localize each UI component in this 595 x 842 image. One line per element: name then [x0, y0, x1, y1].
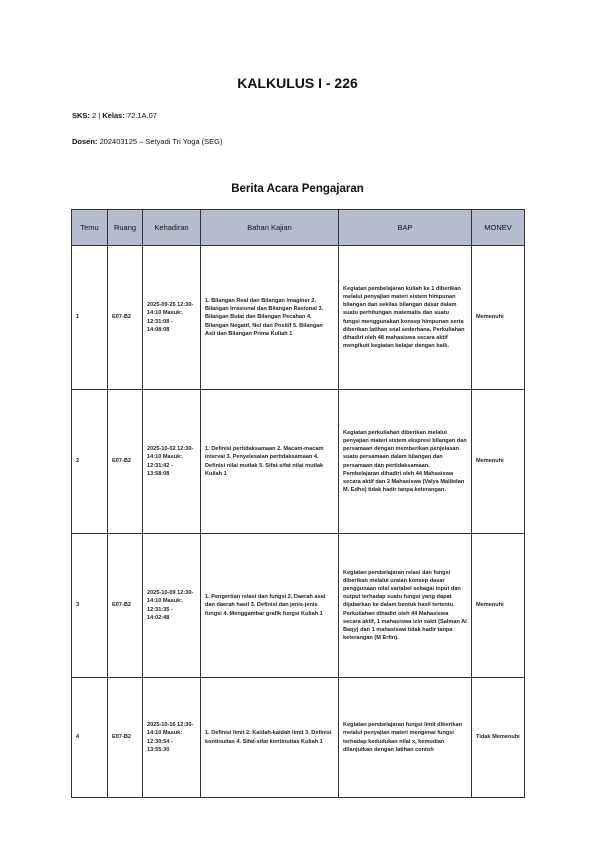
- cell-temu: 1: [72, 246, 108, 390]
- dosen-label: Dosen:: [72, 137, 98, 146]
- col-header-ruang: Ruang: [108, 210, 143, 246]
- col-header-temu: Temu: [72, 210, 108, 246]
- cell-ruang: E07-B2: [108, 390, 143, 534]
- cell-ruang: E07-B2: [108, 534, 143, 678]
- cell-bahan-kajian: 1. Pengertian relasi dan fungsi 2. Daerah asal dan daerah hasil 3. Definisi dan jenis-jenis fungsi 4. Menggambar grafik fungsi Kuliah 1: [201, 534, 339, 678]
- table-row: [72, 390, 525, 534]
- cell-ruang: E07-B2: [108, 246, 143, 390]
- table-row: [72, 246, 525, 390]
- cell-bahan-kajian: 1. Definisi limit 2. Kaidah-kaidah limit 3. Definisi kontinuitas 4. Sifat-sifat kontinuitas Kuliah 1: [201, 678, 339, 798]
- kelas-label: Kelas:: [102, 111, 125, 120]
- kelas-value: 72.1A.07: [126, 111, 157, 120]
- cell-bap: Kegiatan pembelajaran kuliah ke 1 diberikan melalui penyajian materi sistem himpunan bilangan dan sekilas bilangan dasar dalam suatu perhitungan matematis dan suatu fungsi menggunakan konsep himpunan serta diberikan latihan soal sederhana. Perkuliahan dihadiri oleh 48 mahasiswa secara aktif mengikuti kegiatan belajar dengan baik.: [339, 246, 472, 390]
- table-header-row: [72, 210, 525, 246]
- section-title: Berita Acara Pengajaran: [231, 183, 364, 195]
- cell-bap: Kegiatan pembelajaran fungsi limit diberikan melalui penyajian materi mengenai fungsi terhadap kedudukan nilai x, kemudian dilanjutkan dengan latihan contoh: [339, 678, 472, 798]
- cell-monev: Memenuhi: [472, 246, 525, 390]
- cell-bahan-kajian: 1. Bilangan Real dan Bilangan Imaginer 2. Bilangan Irrasional dan Bilangan Rasional 3. Bilangan Bulat dan Bilangan Pecahan 4. Bilangan Negatif, Nol dan Positif 5. Bilangan Asli dan Bilangan Prima Kuliah 1: [201, 246, 339, 390]
- cell-kehadiran: 2025-10-09 12:30-14:10 Masuk: 12:31:35 - 14:02:48: [143, 534, 201, 678]
- cell-monev: Memenuhi: [472, 390, 525, 534]
- col-header-monev: MONEV: [472, 210, 525, 246]
- meta-separator: |: [98, 111, 101, 120]
- cell-ruang: E07-B2: [108, 678, 143, 798]
- cell-kehadiran: 2025-10-02 12:30-14:10 Masuk: 12:31:42 - 13:58:08: [143, 390, 201, 534]
- cell-bap: Kegiatan perkuliahan diberikan melalui penyajian materi sistem ekspresi bilangan dan persamaan dengan memberikan penjelasan suatu persamaan dalam bilangan dan persamaan dan pertidaksamaan. Pembelajaran dihadiri oleh 44 Mahasiswa secara aktif dan 2 Mahasiswa (Valya Malikdan M. Edho) tidak hadir tanpa keterangan.: [339, 390, 472, 534]
- sks-value: 2: [92, 111, 97, 120]
- col-header-bahan-kajian: Bahan Kajian: [201, 210, 339, 246]
- cell-kehadiran: 2025-10-16 12:30-14:10 Masuk: 12:30:54 - 13:55:30: [143, 678, 201, 798]
- cell-bahan-kajian: 1. Definisi pertidaksamaan 2. Macam-macam interval 3. Penyelesaian pertidaksamaan 4. Definisi nilai mutlak 5. Sifat-sifat nilai mutlak Kuliah 1: [201, 390, 339, 534]
- table-row: [72, 534, 525, 678]
- cell-monev: Memenuhi: [472, 534, 525, 678]
- cell-bap: Kegiatan pembelajaran relasi dan fungsi diberikan melalui uraian konsep dasar penggunaan nilai variabel sebagai input dan output terhadap suatu fungsi yang dapat dijabarkan ke dalam bentuk hasil tertentu. Perkuliahan dihadiri oleh 44 Mahasiswa secara aktif, 1 mahasiswa izin sakit (Salman Al Baqy) dan 1 mahasiswa tidak hadir tanpa keterangan (M Erfin).: [339, 534, 472, 678]
- table-row: [72, 678, 525, 798]
- cell-temu: 4: [72, 678, 108, 798]
- dosen-line: [72, 137, 223, 146]
- sks-kelas-line: [72, 111, 157, 120]
- col-header-kehadiran: Kehadiran: [143, 210, 201, 246]
- cell-kehadiran: 2025-09-25 12:30-14:10 Masuk: 12:31:08 - 14:08:08: [143, 246, 201, 390]
- bap-table: [71, 209, 525, 798]
- cell-temu: 2: [72, 390, 108, 534]
- cell-temu: 3: [72, 534, 108, 678]
- dosen-value: 202403125 – Setyadi Tri Yoga (SEG): [99, 137, 223, 146]
- sks-label: SKS:: [72, 111, 90, 120]
- cell-monev: Tidak Memenuhi: [472, 678, 525, 798]
- col-header-bap: BAP: [339, 210, 472, 246]
- page-title: KALKULUS I - 226: [237, 75, 358, 91]
